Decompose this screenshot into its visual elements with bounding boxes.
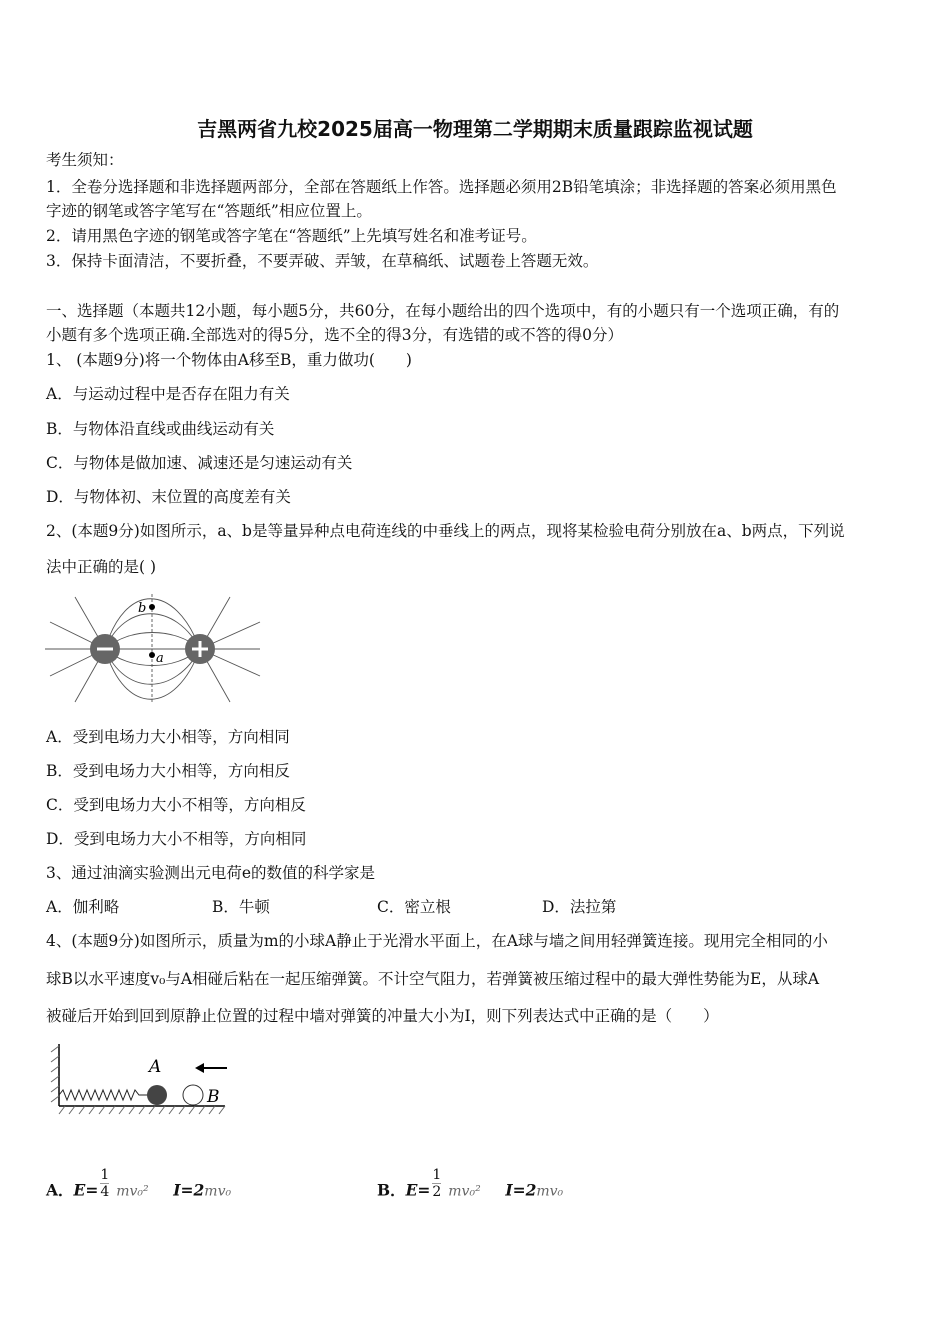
label-b: b xyxy=(138,601,147,616)
q3-stem: 3、通过油滴实验测出元电荷e的数值的科学家是 xyxy=(46,864,376,882)
section-heading: 小题有多个选项正确.全部选对的得5分，选不全的得3分，有选错的或不答的得0分） xyxy=(46,326,624,344)
fraction xyxy=(100,1167,109,1200)
label-a: a xyxy=(156,651,164,666)
q2-option: B．受到电场力大小相等，方向相反 xyxy=(46,762,290,780)
mv: mv₀ xyxy=(204,1183,232,1200)
q4-stem: 被碰后开始到回到原静止位置的过程中墙对弹簧的冲量大小为I，则下列表达式中正确的是（ ） xyxy=(46,1007,719,1025)
notice-line: 1．全卷分选择题和非选择题两部分，全部在答题纸上作答。选择题必须用2B铅笔填涂；非选择题的答案必须用黑色 xyxy=(46,178,837,196)
denominator: 4 xyxy=(100,1184,110,1200)
option-label: B． xyxy=(377,1180,406,1200)
section-heading: 一、选择题（本题共12小题，每小题5分，共60分，在每小题给出的四个选项中，有的小题只有一个选项正确，有的 xyxy=(46,302,840,320)
q3-option: A．伽利略 xyxy=(46,898,120,916)
page-title: 吉黑两省九校2025届高一物理第二学期期末质量跟踪监视试题 xyxy=(197,117,753,141)
q1-stem: 1、 (本题9分)将一个物体由A移至B，重力做功( ) xyxy=(46,351,412,369)
q4-stem: 球B以水平速度v₀与A相碰后粘在一起压缩弹簧。不计空气阻力，若弹簧被压缩过程中的最大弹性势能为E，从球A xyxy=(46,970,820,988)
energy-symbol: E= xyxy=(405,1180,431,1200)
q3-option: B．牛顿 xyxy=(212,898,270,916)
q1-option: C．与物体是做加速、减速还是匀速运动有关 xyxy=(46,454,353,472)
q3-option: C．密立根 xyxy=(377,898,451,916)
numerator: 1 xyxy=(432,1167,442,1183)
option-label: A． xyxy=(46,1180,74,1200)
denominator: 2 xyxy=(432,1184,442,1200)
numerator: 1 xyxy=(100,1167,110,1183)
mv: mv₀ xyxy=(536,1183,564,1200)
q2-stem: 法中正确的是( ) xyxy=(46,558,157,576)
electric-field-figure xyxy=(45,592,265,707)
q2-option: D．受到电场力大小不相等，方向相同 xyxy=(46,830,307,848)
label-a: A xyxy=(149,1057,162,1077)
notice-line: 2．请用黑色字迹的钢笔或答字笔在“答题纸”上先填写姓名和准考证号。 xyxy=(46,227,537,245)
q1-option: D．与物体初、末位置的高度差有关 xyxy=(46,488,291,506)
label-b: B xyxy=(207,1087,220,1107)
q4-option-a xyxy=(46,1167,232,1208)
impulse-symbol: I=2 xyxy=(505,1180,537,1200)
q2-option: C．受到电场力大小不相等，方向相反 xyxy=(46,796,306,814)
energy-symbol: E= xyxy=(73,1180,99,1200)
notice-line: 3．保持卡面清洁，不要折叠，不要弄破、弄皱，在草稿纸、试题卷上答题无效。 xyxy=(46,252,599,270)
q2-stem: 2、(本题9分)如图所示，a、b是等量异种点电荷连线的中垂线上的两点，现将某检验电荷分别放在a、b两点，下列说 xyxy=(46,522,845,540)
q4-option-b xyxy=(377,1167,564,1208)
notice-line: 字迹的钢笔或答字笔写在“答题纸”相应位置上。 xyxy=(46,202,372,220)
q1-option: B．与物体沿直线或曲线运动有关 xyxy=(46,420,275,438)
mv-squared: mv₀² xyxy=(116,1183,149,1200)
spring-ball-figure xyxy=(45,1042,235,1122)
impulse-symbol: I=2 xyxy=(173,1180,205,1200)
q3-option: D．法拉第 xyxy=(542,898,617,916)
q2-option: A．受到电场力大小相等，方向相同 xyxy=(46,728,290,746)
mv-squared: mv₀² xyxy=(448,1183,481,1200)
fraction xyxy=(432,1167,441,1200)
q4-stem: 4、(本题9分)如图所示，质量为m的小球A静止于光滑水平面上，在A球与墙之间用轻弹簧连接。现用完全相同的小 xyxy=(46,932,828,950)
q1-option: A．与运动过程中是否存在阻力有关 xyxy=(46,385,290,403)
notice-heading: 考生须知： xyxy=(46,151,124,169)
